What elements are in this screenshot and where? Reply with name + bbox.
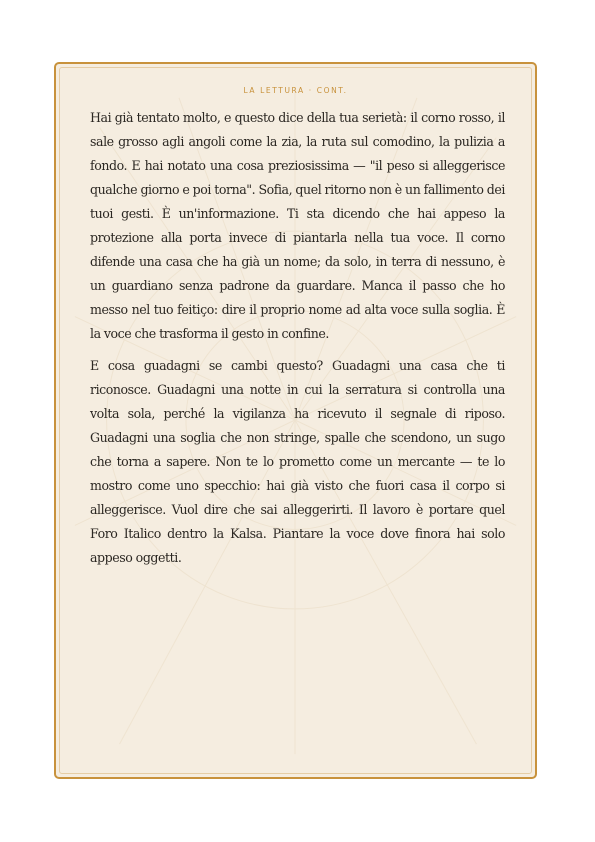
page-frame <box>54 62 537 779</box>
running-head: LA LETTURA · CONT. <box>243 86 348 95</box>
page-inner-border <box>59 67 532 774</box>
paragraph-1: Hai già tentato molto, e questo dice della tua serietà: il corno rosso, il sale grosso agli angoli come la zia, la ruta sul comodino, la pulizia a fondo. E hai notato una cosa preziosissima — "il peso si alleggerisce qualche giorno e poi torna". Sofia, quel ritorno non è un fallimento dei tuoi gesti. È un'informazione. Ti sta dicendo che hai appeso la protezione alla porta invece di piantarla nella tua voce. Il corno difende una casa che ha già un nome; da solo, in terra di nessuno, è un guardiano senza padrone da guardare. Manca il passo che ho messo nel tuo feitiço: dire il proprio nome ad alta voce sulla soglia. È la voce che trasforma il gesto in confine. <box>90 110 505 341</box>
body-text <box>90 106 505 578</box>
paragraph-2: E cosa guadagni se cambi questo? Guadagni una casa che ti riconosce. Guadagni una notte in cui la serratura si controlla una volta sola, perché la vigilanza ha ricevuto il segnale di riposo. Guadagni una soglia che non stringe, spalle che scendono, un sugo che torna a sapere. Non te lo prometto come un mercante — te lo mostro come uno specchio: hai già visto che fuori casa il corpo si alleggerisce. Vuol dire che sai alleggerirti. Il lavoro è portare quel Foro Italico dentro la Kalsa. Piantare la voce dove finora hai solo appeso oggetti. <box>90 358 505 565</box>
